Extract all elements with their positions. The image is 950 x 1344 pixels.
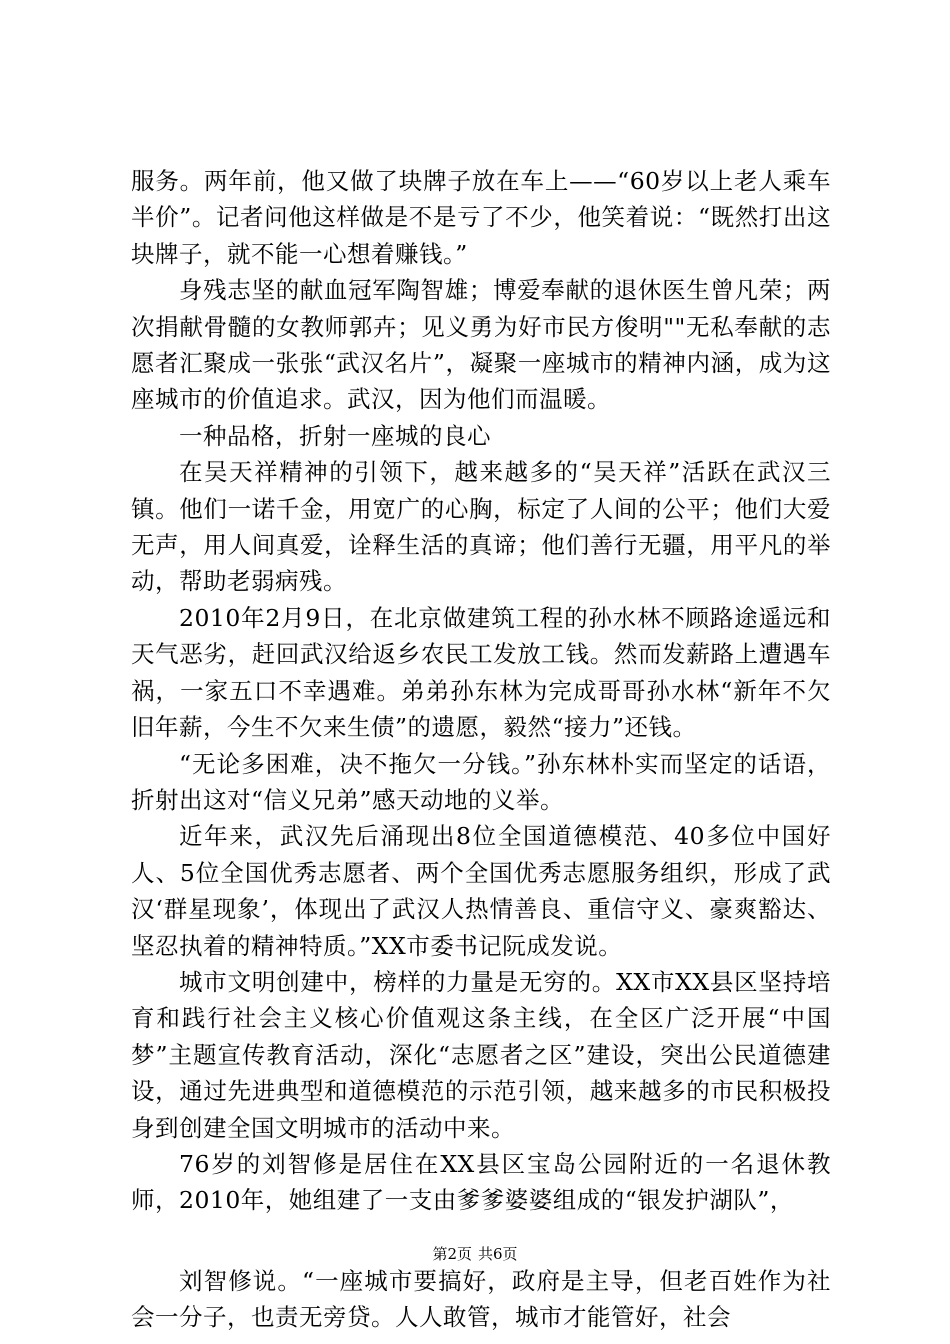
- paragraph-1: 服务。两年前，他又做了块牌子放在车上——“60岁以上老人乘车半价”。记者问他这样做是不是亏了不少，他笑着说：“既然打出这块牌子，就不能一心想着赚钱。”: [131, 167, 831, 268]
- paragraph-group-bottom: [131, 1263, 831, 1336]
- paragraph-2: 身残志坚的献血冠军陶智雄；博爱奉献的退休医生曾凡荣；两次捐献骨髓的女教师郭卉；见义勇为好市民方俊明""无私奉献的志愿者汇聚成一张张“武汉名片”，凝聚一座城市的精神内涵，成为这座城市的价值追求。武汉，因为他们而温暖。: [131, 276, 831, 414]
- paragraph-6: “无论多困难，决不拖欠一分钱。”孙东林朴实而坚定的话语，折射出这对“信义兄弟”感天动地的义举。: [131, 749, 831, 814]
- paragraph-7: 近年来，武汉先后涌现出8位全国道德模范、40多位中国好人、5位全国优秀志愿者、两个全国优秀志愿服务组织，形成了武汉‘群星现象’，体现出了武汉人热情善良、重信守义、豪爽豁达、坚忍执着的精神特质。”XX市委书记阮成发说。: [131, 822, 831, 960]
- section-heading: 一种品格，折射一座城的良心: [179, 421, 491, 450]
- paragraph-5: 2010年2月9日，在北京做建筑工程的孙水林不顾路途遥远和天气恶劣，赶回武汉给返乡农民工发放工钱。然而发薪路上遭遇车祸，一家五口不幸遇难。弟弟孙东林为完成哥哥孙水林“新年不欠旧年薪，今生不欠来生债”的遗愿，毅然“接力”还钱。: [131, 603, 831, 742]
- paragraph-4: 在吴天祥精神的引领下，越来越多的“吴天祥”活跃在武汉三镇。他们一诺千金，用宽广的心胸，标定了人间的公平；他们大爱无声，用人间真爱，诠释生活的真谛；他们善行无疆，用平凡的举动，帮助老弱病残。: [131, 458, 831, 596]
- paragraph-9: 76岁的刘智修是居住在XX县区宝岛公园附近的一名退休教师，2010年，她组建了一支由爹爹婆婆组成的“银发护湖队”，: [131, 1149, 831, 1215]
- total-pages: 共6页: [478, 1245, 518, 1263]
- article-body: [131, 163, 831, 1336]
- paragraph-8: 城市文明创建中，榜样的力量是无穷的。XX市XX县区坚持培育和践行社会主义核心价值观这条主线，在全区广泛开展“中国梦”主题宣传教育活动，深化“志愿者之区”建设，突出公民道德建设，通过先进典型和道德模范的示范引领，越来越多的市民积极投身到创建全国文明城市的活动中来。: [131, 967, 831, 1142]
- page-footer: [0, 1244, 950, 1264]
- paragraph-10: 刘智修说。“一座城市要搞好，政府是主导，但老百姓作为社会一分子，也责无旁贷。人人敢管，城市才能管好，社会: [131, 1266, 831, 1332]
- paragraph-group-top: [131, 163, 831, 1219]
- page-number: 第2页: [432, 1245, 472, 1263]
